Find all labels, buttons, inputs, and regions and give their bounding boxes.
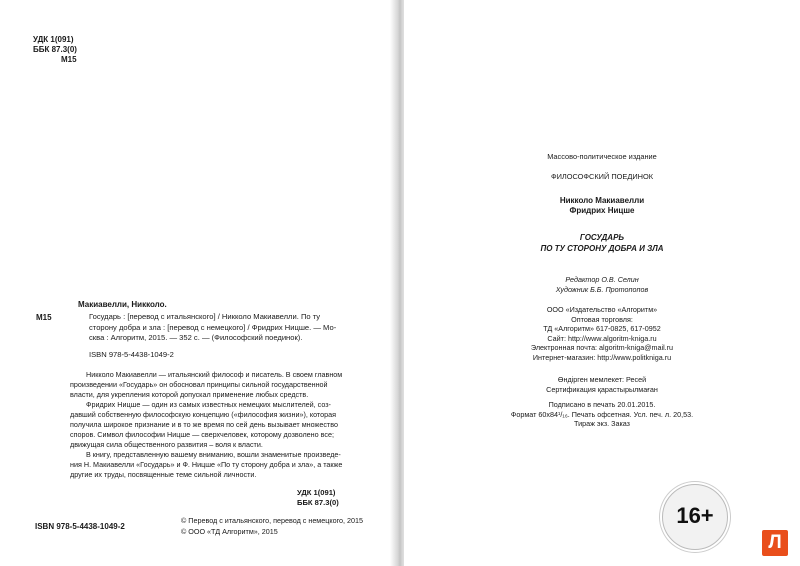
edition-type: Массово-политическое издание bbox=[547, 152, 657, 161]
print-line: Формат 60x84¹/₁₆. Печать офсетная. Усл. печ. л. 20,53. bbox=[510, 409, 694, 419]
author-name: Никколо Макиавелли bbox=[559, 196, 645, 205]
publisher-line: Сайт: http://www.algoritm-kniga.ru bbox=[547, 333, 657, 343]
editor-credit: Редактор О.В. Селин bbox=[565, 275, 639, 284]
publisher-line: Интернет-магазин: http://www.politkniga.ru bbox=[532, 352, 672, 362]
classification-codes bbox=[33, 35, 77, 65]
catalog-description bbox=[89, 312, 361, 344]
udk-bottom: УДК 1(091) bbox=[297, 488, 336, 497]
publisher-line: Оптовая торговля: bbox=[571, 314, 633, 324]
publisher-logo-letter: Л bbox=[768, 532, 782, 553]
annotation-line: В книгу, представленную вашему вниманию, вошли знаменитые произведе- bbox=[86, 450, 341, 459]
book-titles bbox=[404, 232, 800, 254]
artist-credit: Художник Б.Б. Протопопов bbox=[555, 285, 649, 294]
print-line: Тираж экз. Заказ bbox=[574, 419, 630, 429]
origin-line: Сертификация қарастырылмаған bbox=[546, 384, 658, 394]
copyright-block bbox=[181, 516, 363, 537]
age-rating-badge bbox=[662, 484, 728, 550]
annotation-line: произведении «Государь» он обосновал принципы сильной государственной bbox=[70, 380, 328, 389]
annotation-line: Фридрих Ницше — один из самых известных немецких мыслителей, соз- bbox=[86, 400, 331, 409]
right-page bbox=[404, 0, 800, 566]
annotation-line: ния Н. Макиавелли «Государь» и Ф. Ницше «По ту сторону добра и зла», а также bbox=[70, 460, 343, 469]
isbn-bottom: ISBN 978-5-4438-1049-2 bbox=[35, 522, 125, 531]
series-title: ФИЛОСОФСКИЙ ПОЕДИНОК bbox=[550, 172, 654, 181]
annotation-line: споров. Символ философии Ницше — сверхчеловек, которому дозволено все; bbox=[70, 430, 334, 439]
publisher-logo bbox=[762, 530, 788, 556]
annotation-line: движущая сила общественного развития – воля к власти. bbox=[70, 440, 263, 449]
annotation-line: получила широкое признание и в то же время по сей день вызывает множество bbox=[70, 420, 338, 429]
authors bbox=[404, 196, 800, 216]
left-page bbox=[0, 0, 396, 566]
publisher-line: ООО «Издательство «Алгоритм» bbox=[546, 305, 658, 314]
credits bbox=[404, 275, 800, 295]
age-rating-label: 16+ bbox=[676, 503, 714, 528]
catalog-line: сква : Алгоритм, 2015. — 352 с. — (Философский поединок). bbox=[89, 333, 303, 342]
annotation-line: другие их труды, посвященные теме сильной личности. bbox=[70, 470, 257, 479]
author-sign: М15 bbox=[61, 55, 77, 64]
book-title: ПО ТУ СТОРОНУ ДОБРА И ЗЛА bbox=[540, 244, 664, 253]
annotation-line: Никколо Макиавелли — итальянский философ и писатель. В своем главном bbox=[86, 370, 343, 379]
print-info bbox=[404, 400, 800, 429]
publisher-line: ТД «Алгоритм» 617-0825, 617-0952 bbox=[543, 324, 661, 334]
catalog-isbn: ISBN 978-5-4438-1049-2 bbox=[89, 350, 174, 359]
annotation-line: давший собственную философскую концепцию («философия жизни»), которая bbox=[70, 410, 337, 419]
publisher-line: Электронная почта: algoritm-kniga@mail.ru bbox=[530, 343, 674, 353]
book-title: ГОСУДАРЬ bbox=[579, 233, 625, 242]
print-line: Подписано в печать 20.01.2015. bbox=[548, 400, 656, 409]
udk-code: УДК 1(091) bbox=[33, 35, 74, 44]
author-name: Фридрих Ницше bbox=[569, 206, 635, 215]
catalog-line: Государь : [перевод с итальянского] / Никколо Макиавелли. По ту bbox=[89, 312, 321, 321]
origin-info bbox=[404, 375, 800, 394]
bbk-bottom: ББК 87.3(0) bbox=[297, 498, 339, 507]
copyright-line: © Перевод с итальянского, перевод с немецкого, 2015 bbox=[181, 516, 364, 525]
origin-line: Өндірген мемлекет: Ресей bbox=[557, 375, 647, 384]
catalog-author: Макиавелли, Никколо. bbox=[78, 300, 167, 309]
author-sign-catalog: М15 bbox=[36, 313, 52, 322]
bbk-code: ББК 87.3(0) bbox=[33, 45, 77, 54]
copyright-line: © ООО «ТД Алгоритм», 2015 bbox=[181, 526, 278, 536]
publisher-info bbox=[404, 305, 800, 363]
annotation-line: власти, для укрепления которой допускал применение любых средств. bbox=[70, 390, 309, 399]
annotation bbox=[70, 370, 366, 480]
catalog-line: сторону добра и зла : [перевод с немецкого] / Фридрих Ницше. — Мо- bbox=[89, 322, 337, 332]
